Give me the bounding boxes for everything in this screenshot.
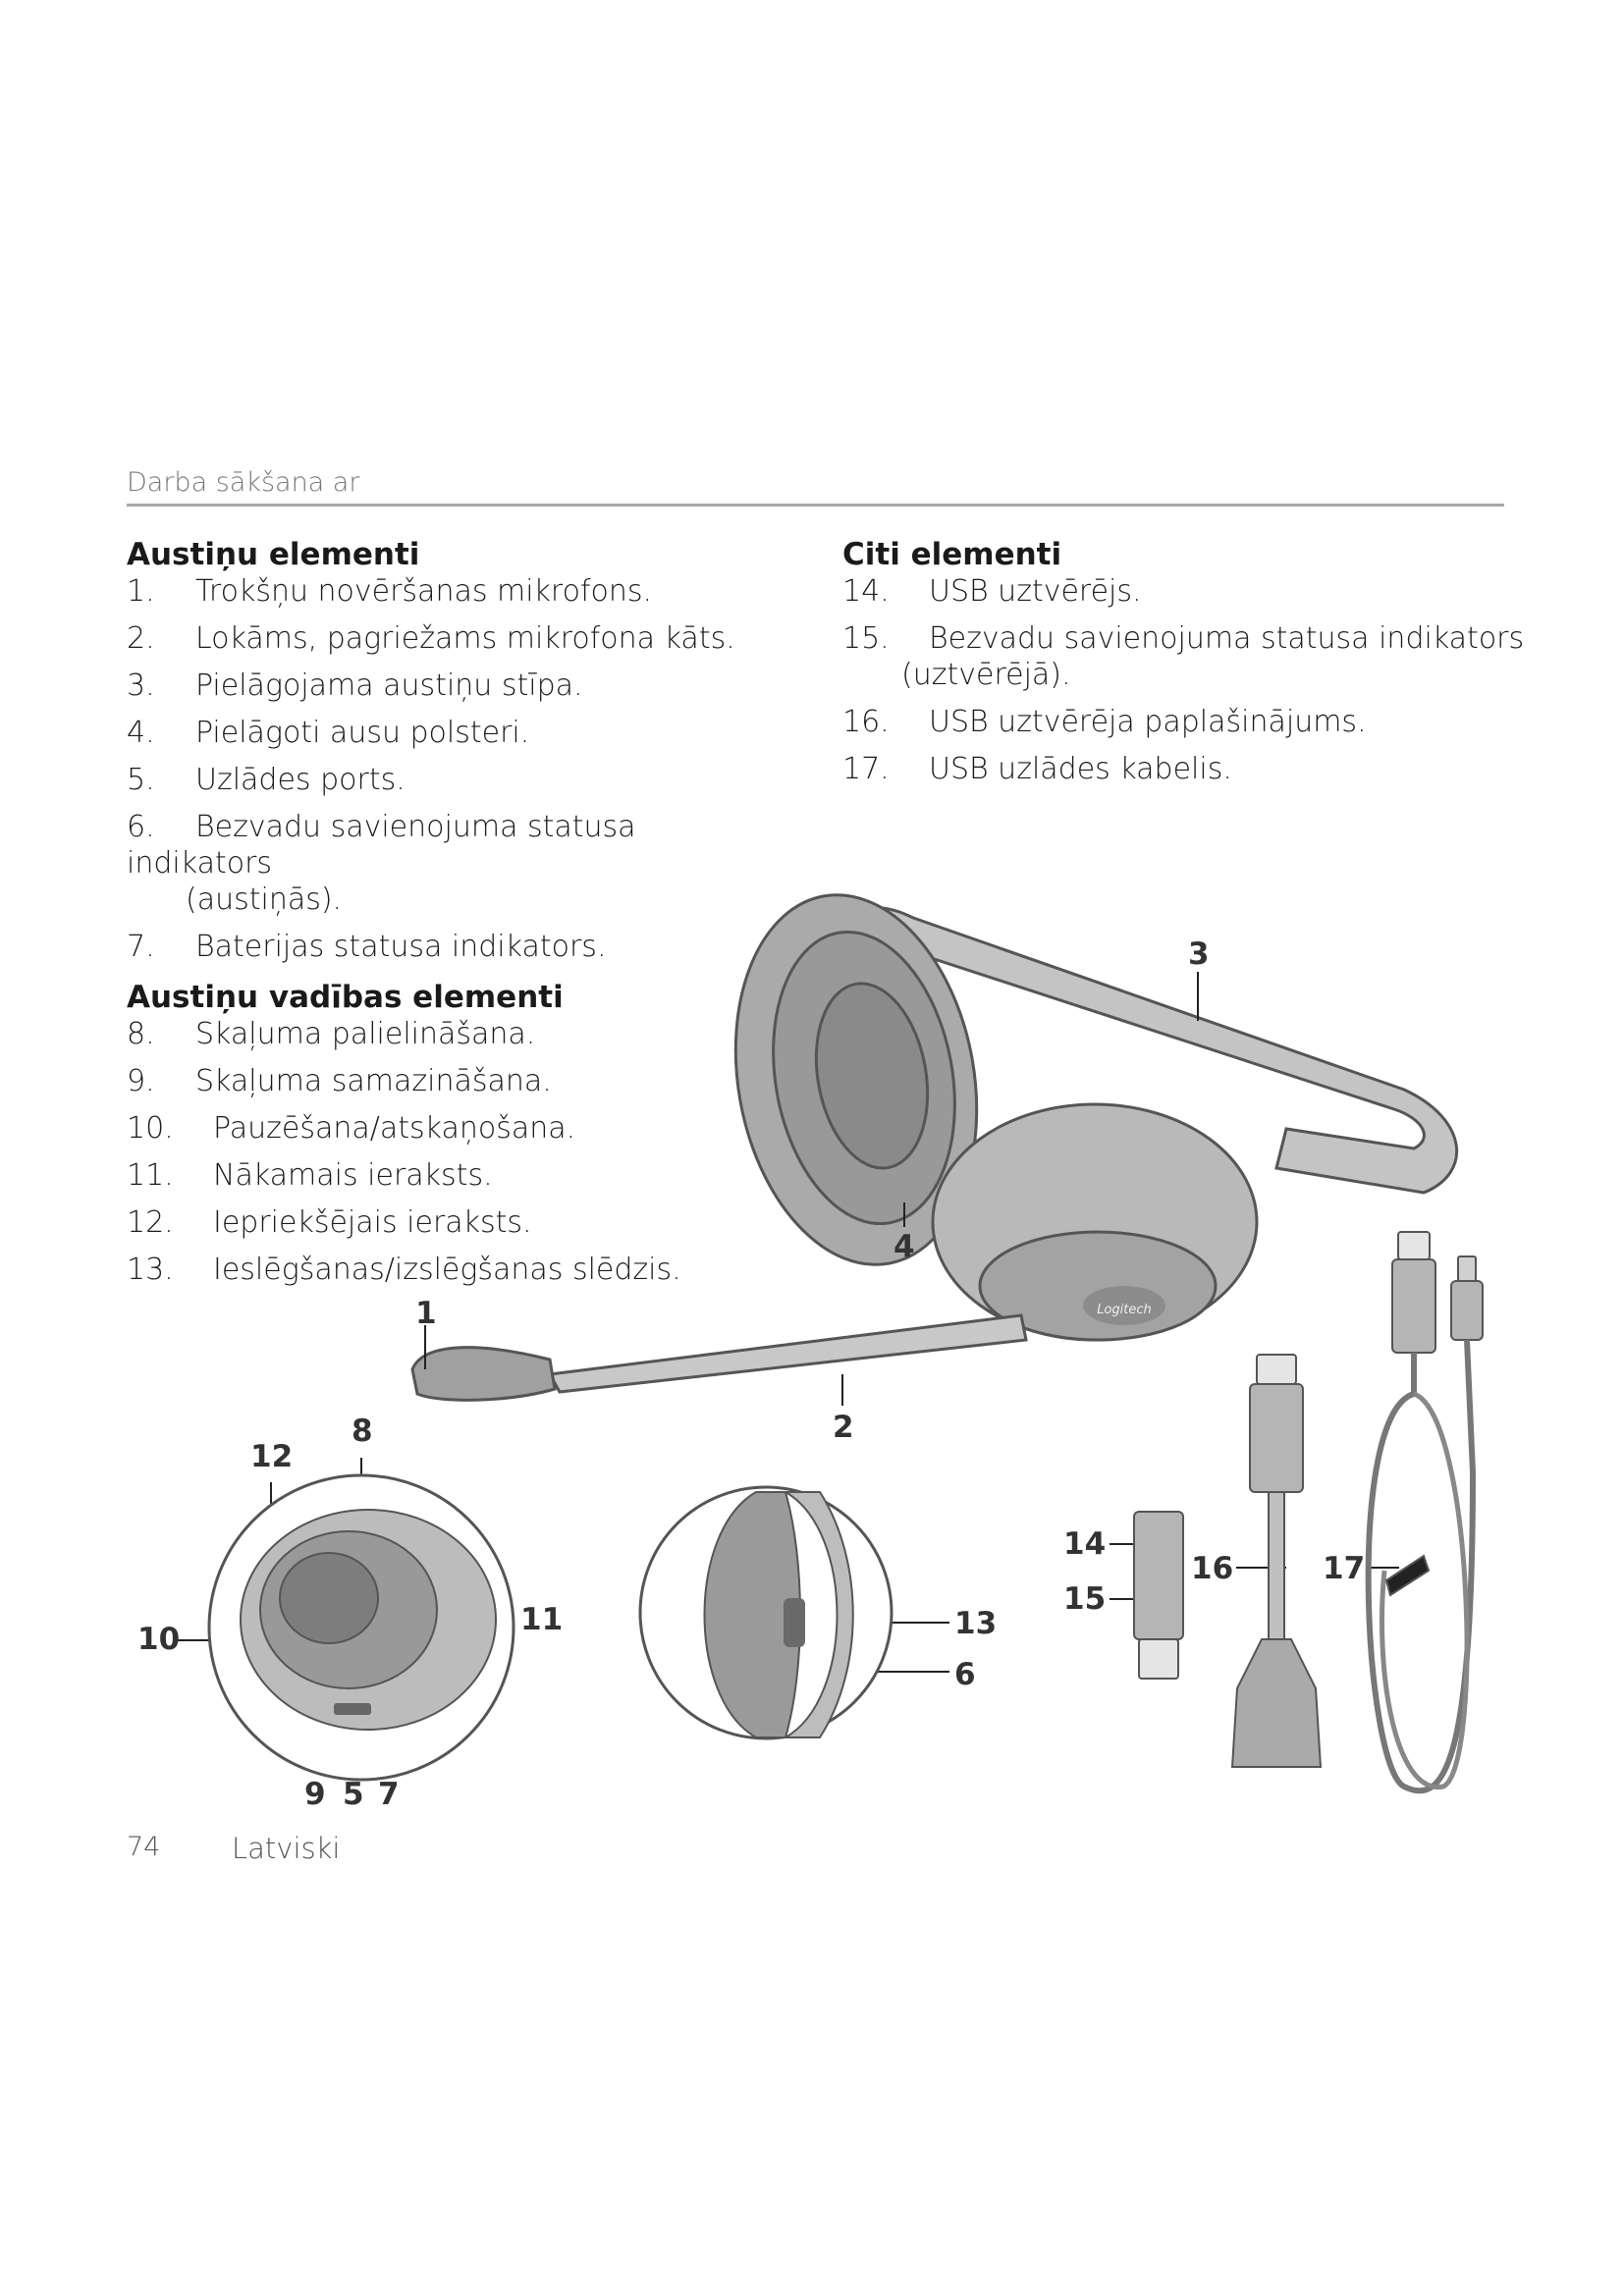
list-item: 4. Pielāgoti ausu polsteri. xyxy=(127,716,530,750)
callout-13: 13 xyxy=(954,1606,998,1641)
list-item: 9. Skaļuma samazināšana. xyxy=(127,1064,552,1098)
list-item: 6. Bezvadu savienojuma statusa indikators (austiņās). xyxy=(127,810,636,917)
usb-extension xyxy=(1232,1355,1321,1767)
list-item: 3. Pielāgojama austiņu stīpa. xyxy=(127,668,583,703)
usb-receiver xyxy=(1134,1512,1183,1679)
footer-language: Latviski xyxy=(232,1832,341,1865)
headset-drawing xyxy=(412,876,1457,1400)
callout-2: 2 xyxy=(833,1410,854,1445)
callout-10: 10 xyxy=(137,1622,181,1657)
callout-14: 14 xyxy=(1063,1526,1107,1562)
list-item: 13. Ieslēgšanas/izslēgšanas slēdzis. xyxy=(127,1253,681,1287)
list-item: 14. USB uztvērējs. xyxy=(842,574,1142,609)
list-item: 10. Pauzēšana/atskaņošana. xyxy=(127,1111,576,1146)
logo-text: Logitech xyxy=(1097,1303,1152,1317)
callout-15: 15 xyxy=(1063,1581,1107,1617)
list-item: 17. USB uzlādes kabelis. xyxy=(842,752,1232,786)
page-number: 74 xyxy=(127,1832,161,1862)
callout-5: 5 xyxy=(343,1777,364,1812)
list-item: 11. Nākamais ieraksts. xyxy=(127,1158,493,1193)
list-item: 2. Lokāms, pagriežams mikrofona kāts. xyxy=(127,621,735,656)
running-head: Darba sākšana ar xyxy=(127,467,360,498)
list-item: 8. Skaļuma palielināšana. xyxy=(127,1017,536,1051)
callout-1: 1 xyxy=(415,1296,437,1331)
callout-11: 11 xyxy=(520,1602,564,1637)
list-item: 12. Iepriekšējais ieraksts. xyxy=(127,1205,532,1240)
list-item: 15. Bezvadu savienojuma statusa indikators (uztvērējā). xyxy=(842,621,1525,692)
list-item: 16. USB uztvērēja paplašinājums. xyxy=(842,705,1367,739)
callout-6: 6 xyxy=(954,1657,976,1692)
section-title-headset-controls: Austiņu vadības elementi xyxy=(127,980,564,1015)
callout-9: 9 xyxy=(304,1777,326,1812)
callout-3: 3 xyxy=(1188,936,1210,972)
list-item: 1. Trokšņu novēršanas mikrofons. xyxy=(127,574,653,609)
usb-charging-cable xyxy=(1369,1232,1483,1790)
callout-17: 17 xyxy=(1323,1551,1366,1586)
callout-7: 7 xyxy=(378,1777,400,1812)
list-item: 7. Baterijas statusa indikators. xyxy=(127,930,607,964)
callout-4: 4 xyxy=(893,1229,915,1264)
controls-closeup xyxy=(209,1475,514,1780)
callout-16: 16 xyxy=(1191,1551,1234,1586)
section-title-other-elements: Citi elementi xyxy=(842,537,1062,572)
section-title-headset-elements: Austiņu elementi xyxy=(127,537,420,572)
callout-8: 8 xyxy=(352,1414,373,1449)
switch-closeup xyxy=(640,1487,892,1738)
callout-12: 12 xyxy=(250,1439,294,1474)
list-item: 5. Uzlādes ports. xyxy=(127,763,406,797)
